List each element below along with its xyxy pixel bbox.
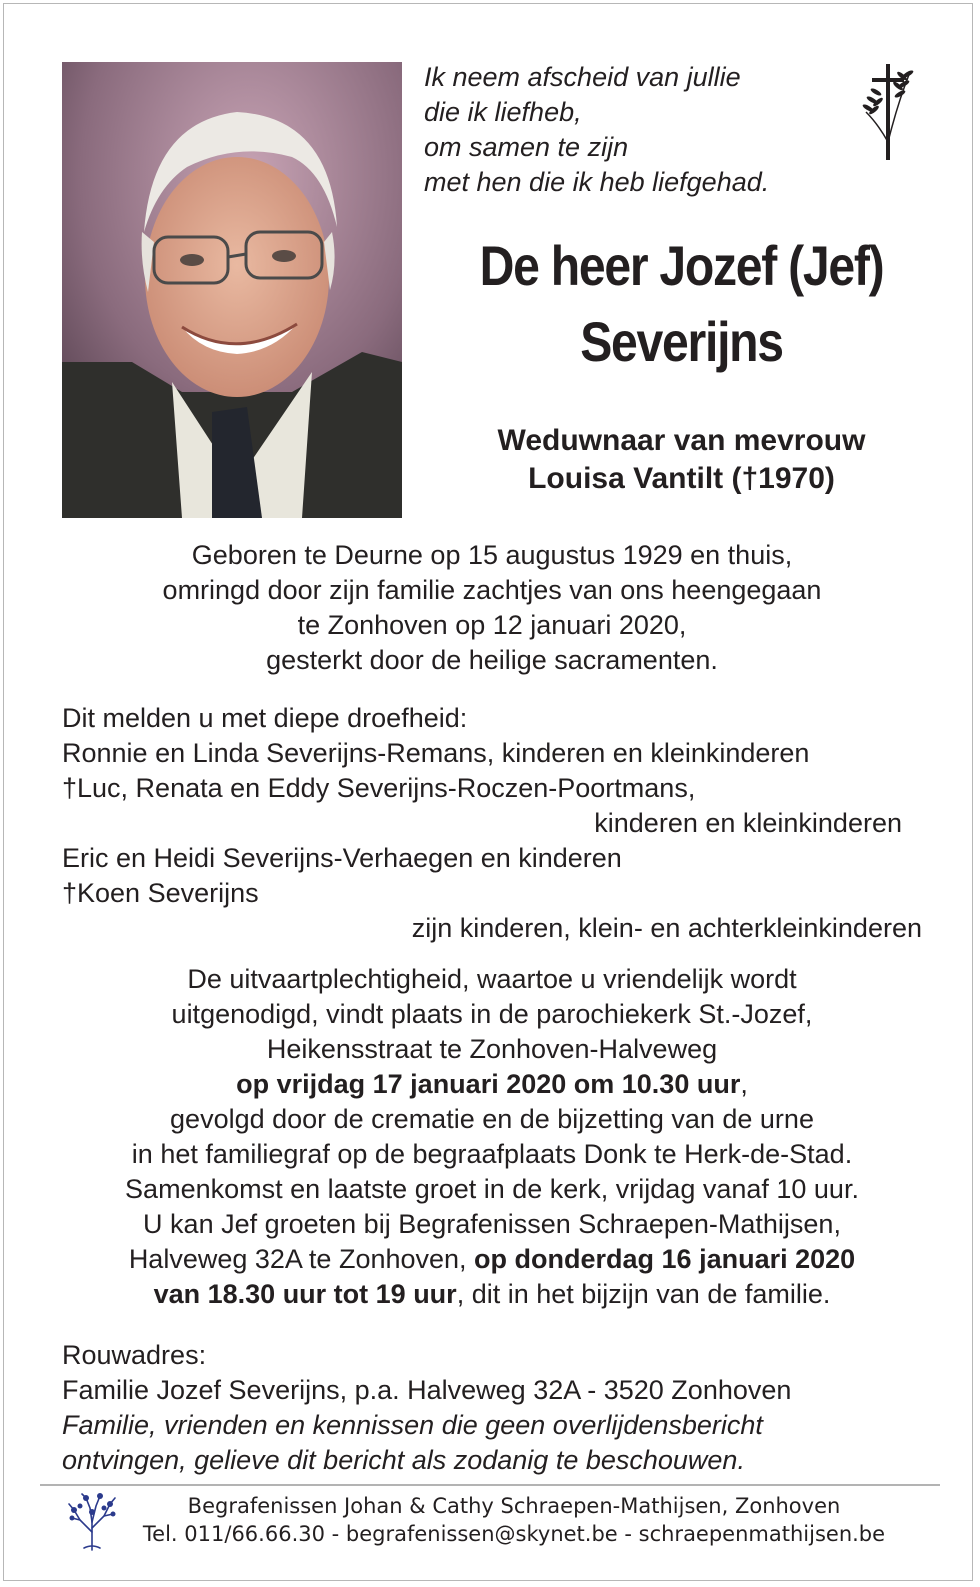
widow-line: Weduwnaar van mevrouw <box>497 424 866 457</box>
deceased-name <box>451 228 911 380</box>
birth-line: Geboren te Deurne op 15 augustus 1929 en thuis, <box>191 540 793 570</box>
address-line: Familie Jozef Severijns, p.a. Halveweg 32A - 3520 Zonhoven <box>62 1375 792 1405</box>
visitation-line <box>62 1242 922 1277</box>
visitation-time-line <box>62 1277 922 1312</box>
visitation-address: Halveweg 32A te Zonhoven, <box>128 1244 475 1274</box>
surname-line: Severijns <box>580 310 783 373</box>
funeral-home-contact: Tel. 011/66.66.30 - begrafenissen@skynet.be - schraepenmathijsen.be <box>142 1522 886 1546</box>
funeral-home-name: Begrafenissen Johan & Cathy Schraepen-Mathijsen, Zonhoven <box>187 1494 841 1518</box>
funeral-line: De uitvaartplechtigheid, waartoe u vriendelijk wordt <box>187 964 797 994</box>
funeral-line: uitgenodigd, vindt plaats in de parochiekerk St.-Jozef, <box>171 999 813 1029</box>
spouse-name: Louisa Vantilt (†1970) <box>528 462 835 495</box>
obituary-card <box>3 3 973 1581</box>
funeral-home-footer <box>114 1492 914 1548</box>
funeral-date-line <box>62 1067 922 1102</box>
visitation-time: van 18.30 uur tot 19 uur <box>153 1279 457 1309</box>
poem-line: die ik liefheb, <box>424 97 582 127</box>
funeral-line: U kan Jef groeten bij Begrafenissen Schraepen-Mathijsen, <box>143 1209 841 1239</box>
divider <box>40 1484 940 1486</box>
mourning-address <box>62 1338 922 1478</box>
family-line: kinderen en kleinkinderen <box>594 808 902 838</box>
family-line: †Koen Severijns <box>62 878 259 908</box>
address-note: ontvingen, gelieve dit bericht als zodanig te beschouwen. <box>62 1445 745 1475</box>
family-line: zijn kinderen, klein- en achterkleinkinderen <box>411 913 922 943</box>
funeral-details <box>62 962 922 1312</box>
family-list <box>62 701 922 946</box>
visitation-note: , dit in het bijzijn van de familie. <box>456 1279 831 1309</box>
name-line: De heer Jozef (Jef) <box>479 234 884 297</box>
portrait-photo <box>62 62 402 518</box>
funeral-line: Heikensstraat te Zonhoven-Halveweg <box>266 1034 718 1064</box>
family-line: Eric en Heidi Severijns-Verhaegen en kinderen <box>62 843 622 873</box>
birth-line: omringd door zijn familie zachtjes van ons heengegaan <box>162 575 822 605</box>
birth-death-text <box>62 538 922 678</box>
tree-logo-icon <box>66 1492 118 1552</box>
widower-of <box>414 422 949 498</box>
visitation-date: op donderdag 16 januari 2020 <box>474 1244 856 1274</box>
cross-with-wheat-icon <box>852 62 924 162</box>
poem-line: met hen die ik heb liefgehad. <box>424 167 770 197</box>
funeral-line: Samenkomst en laatste groet in de kerk, vrijdag vanaf 10 uur. <box>125 1174 859 1204</box>
poem-line: Ik neem afscheid van jullie <box>424 62 741 92</box>
family-line: Ronnie en Linda Severijns-Remans, kinderen en kleinkinderen <box>62 738 810 768</box>
poem-line: om samen te zijn <box>424 132 629 162</box>
family-line: †Luc, Renata en Eddy Severijns-Roczen-Poortmans, <box>62 773 696 803</box>
funeral-line: gevolgd door de crematie en de bijzetting van de urne <box>170 1104 814 1134</box>
birth-line: te Zonhoven op 12 januari 2020, <box>297 610 687 640</box>
address-note: Familie, vrienden en kennissen die geen overlijdensbericht <box>62 1410 763 1440</box>
funeral-line: in het familiegraf op de begraafplaats Donk te Herk-de-Stad. <box>131 1139 853 1169</box>
birth-line: gesterkt door de heilige sacramenten. <box>266 645 718 675</box>
family-intro: Dit melden u met diepe droefheid: <box>62 703 468 733</box>
funeral-date: op vrijdag 17 januari 2020 om 10.30 uur <box>236 1069 741 1099</box>
funeral-date-rest: , <box>740 1069 748 1099</box>
address-label: Rouwadres: <box>62 1340 207 1370</box>
farewell-poem <box>424 60 844 200</box>
